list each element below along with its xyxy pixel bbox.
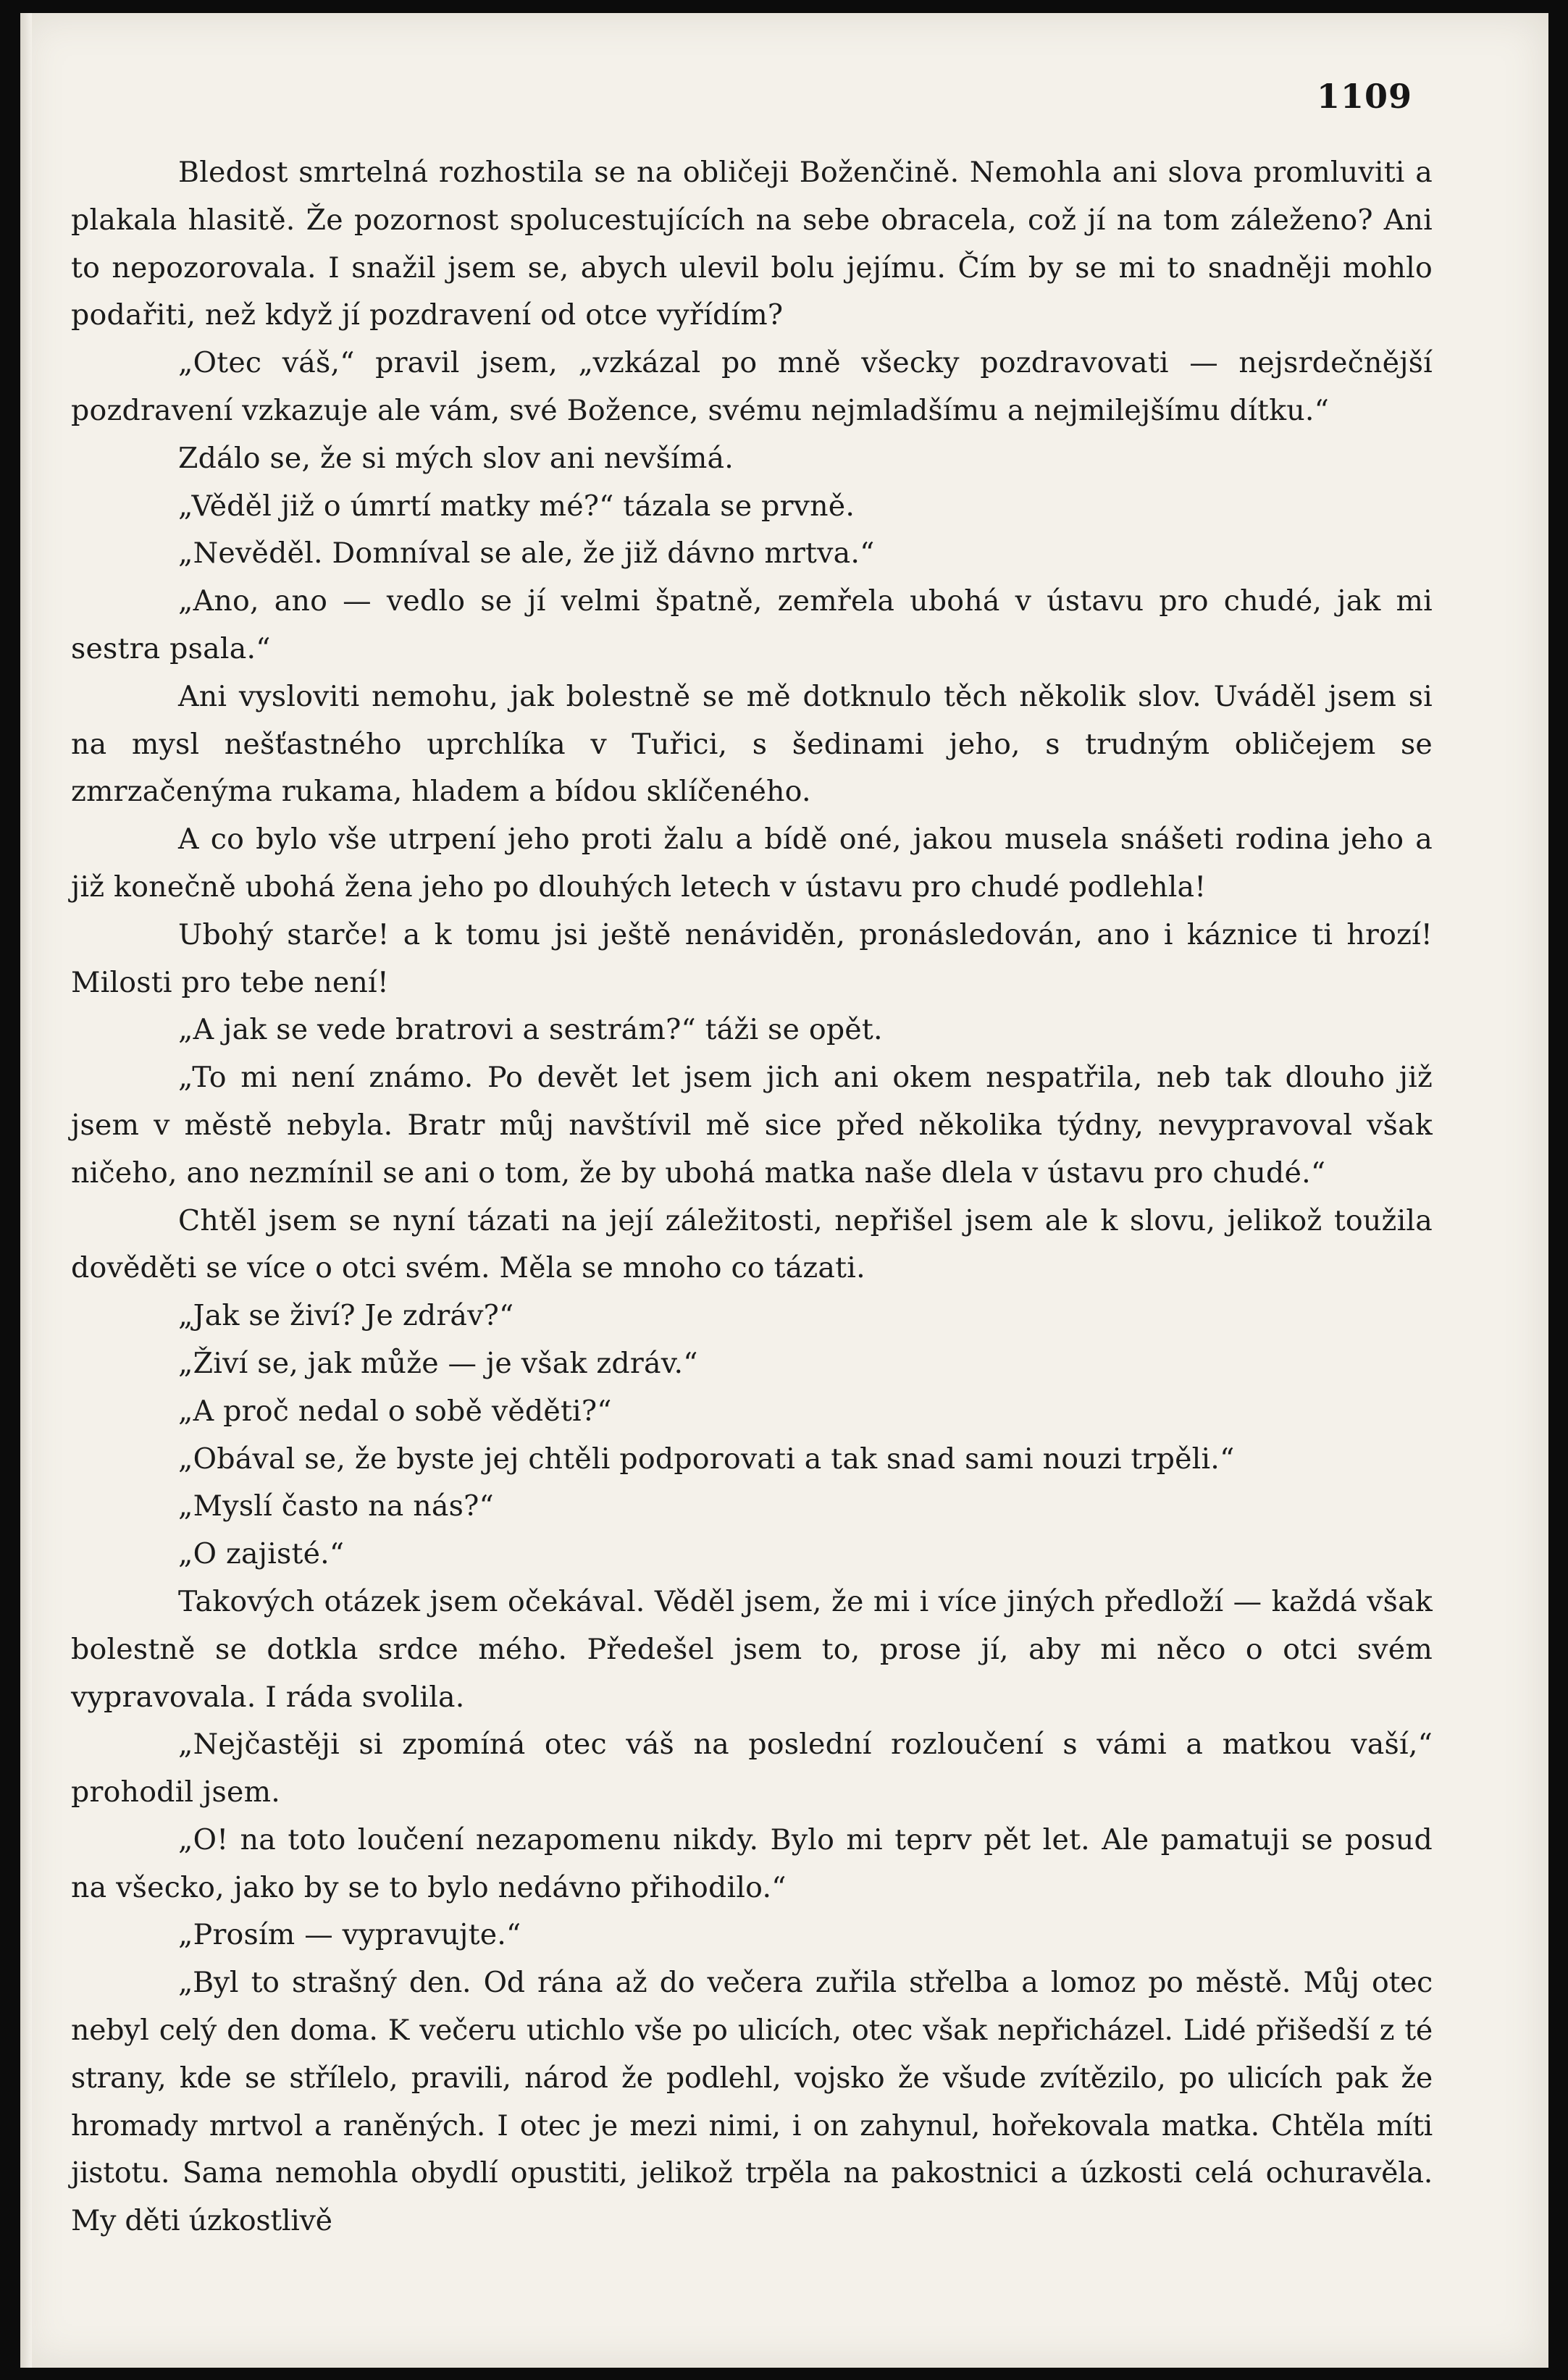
paragraph: „Nevěděl. Domníval se ale, že již dávno mrtva.“ bbox=[178, 537, 875, 571]
paragraph: „Živí se, jak může — je však zdráv.“ bbox=[178, 1346, 698, 1380]
paragraph: „Obával se, že byste jej chtěli podporovati a tak snad sami nouzi trpěli.“ bbox=[178, 1442, 1235, 1476]
paragraph: A co bylo vše utrpení jeho proti žalu a bídě oné, jakou musela snášeti rodina jeho a již konečně ubohá žena jeho po dlouhých letech v ústavu pro chudé podlehla! bbox=[71, 823, 1433, 904]
paragraph: „Nejčastěji si zpomíná otec váš na poslední rozloučení s vámi a matkou vaší,“ prohodil jsem. bbox=[71, 1728, 1433, 1809]
paragraph: Takových otázek jsem očekával. Věděl jsem, že mi i více jiných předloží — každá však bolestně se dotkla srdce mého. Předešel jsem to, prose jí, aby mi něco o otci svém vypravovala. I ráda svolila. bbox=[71, 1584, 1433, 1714]
paragraph: Ubohý starče! a k tomu jsi ještě nenáviděn, pronásledován, ano i káznice ti hrozí! Milosti pro tebe není! bbox=[71, 917, 1433, 999]
paragraph: „O! na toto loučení nezapomenu nikdy. Bylo mi teprv pět let. Ale pamatuji se posud na všecko, jako by se to bylo nedávno přihodilo.“ bbox=[71, 1822, 1433, 1904]
paragraph: „Věděl již o úmrtí matky mé?“ tázala se prvně. bbox=[178, 489, 855, 523]
paragraph: „Prosím — vypravujte.“ bbox=[178, 1918, 521, 1952]
paragraph: „Byl to strašný den. Od rána až do večera zuřila střelba a lomoz po městě. Můj otec nebyl celý den doma. K večeru utichlo vše po ulicích, otec však nepřicházel. Lidé přišedší z té strany, kde se střílelo, pravili, národ že podlehl, vojsko že všude zvítězilo, po ulicích pak že hromady mrtvol a raněných. I otec je mezi nimi, i on zahynul, hořekovala matka. Chtěla míti jistotu. Sama nemohla obydlí opustiti, jelikož trpěla na pakostnici a úzkosti celá ochuravěla. My děti úzkostlivě bbox=[71, 1966, 1433, 2238]
paragraph: „A proč nedal o sobě věděti?“ bbox=[178, 1394, 612, 1428]
paragraph: Bledost smrtelná rozhostila se na obličeji Boženčině. Nemohla ani slova promluviti a plakala hlasitě. Že pozornost spolucestujících na sebe obracela, což jí na tom záleženo? Ani to nepozorovala. I snažil jsem se, abych ulevil bolu jejímu. Čím by se mi to snadněji mohlo podařiti, než když jí pozdravení od otce vyřídím? bbox=[71, 156, 1433, 332]
paragraph: Chtěl jsem se nyní tázati na její záležitosti, nepřišel jsem ale k slovu, jelikož toužila dověděti se více o otci svém. Měla se mnoho co tázati. bbox=[71, 1203, 1433, 1285]
paragraph: „O zajisté.“ bbox=[178, 1537, 345, 1571]
paragraph: „Ano, ano — vedlo se jí velmi špatně, zemřela ubohá v ústavu pro chudé, jak mi sestra psala.“ bbox=[71, 584, 1433, 665]
page-number: 1109 bbox=[1317, 77, 1413, 116]
paragraph: „Myslí často na nás?“ bbox=[178, 1489, 494, 1523]
paragraph: Ani vysloviti nemohu, jak bolestně se mě dotknulo těch několik slov. Uváděl jsem si na mysl nešťastného uprchlíka v Tuřici, s šedinami jeho, s trudným obličejem se zmrzačenýma rukama, hladem a bídou sklíčeného. bbox=[71, 679, 1433, 809]
book-page bbox=[20, 13, 1548, 2368]
paragraph: „Otec váš,“ pravil jsem, „vzkázal po mně všecky pozdravovati — nejsrdečnější pozdravení vzkazuje ale vám, své Božence, svému nejmladšímu a nejmilejšímu dítku.“ bbox=[71, 346, 1433, 427]
paragraph: Zdálo se, že si mých slov ani nevšímá. bbox=[178, 441, 734, 475]
paragraph: „To mi není známo. Po devět let jsem jich ani okem nespatřila, neb tak dlouho již jsem v městě nebyla. Bratr můj navštívil mě sice před několika týdny, nevypravoval však ničeho, ano nezmínil se ani o tom, že by ubohá matka naše dlela v ústavu pro chudé.“ bbox=[71, 1061, 1433, 1190]
paragraph: „A jak se vede bratrovi a sestrám?“ táži se opět. bbox=[178, 1013, 883, 1047]
body-text bbox=[71, 149, 1433, 2245]
paragraph: „Jak se živí? Je zdráv?“ bbox=[178, 1299, 514, 1333]
